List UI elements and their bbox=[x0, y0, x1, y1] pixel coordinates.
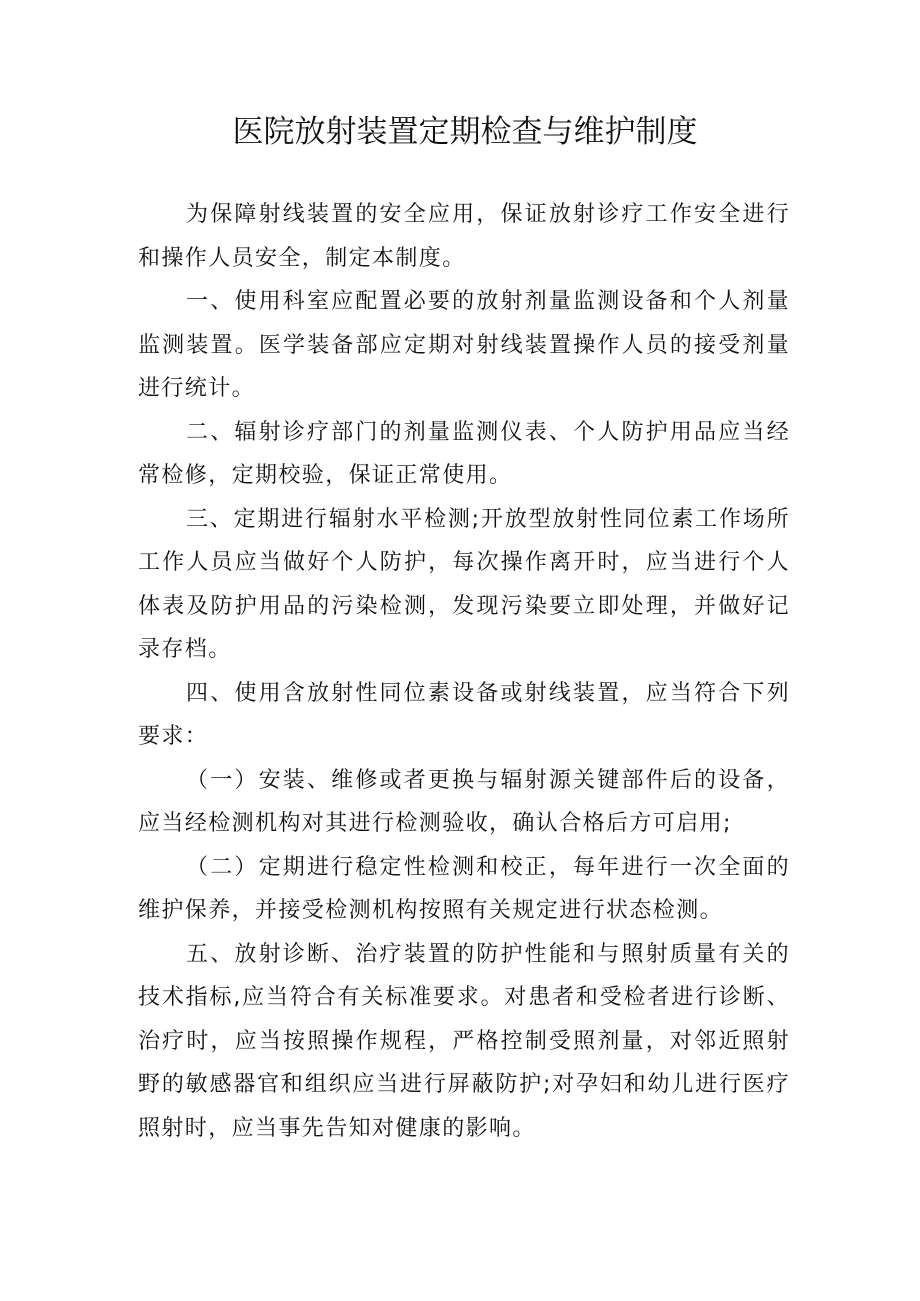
paragraph-clause-5: 五、放射诊断、治疗装置的防护性能和与照射质量有关的技术指标,应当符合有关标准要求。对患者和受检者进行诊断、治疗时，应当按照操作规程，严格控制受照剂量，对邻近照射野的敏感器官和组织应当进行屏蔽防护;对孕妇和幼儿进行医疗照射时，应当事先告知对健康的影响。 bbox=[138, 941, 790, 1141]
paragraph-clause-1: 一、使用科室应配置必要的放射剂量监测设备和个人剂量监测装置。医学装备部应定期对射线装置操作人员的接受剂量进行统计。 bbox=[138, 289, 790, 401]
document-body bbox=[138, 193, 790, 1150]
paragraph-clause-4-item-1: （一）安装、维修或者更换与辐射源关键部件后的设备，应当经检测机构对其进行检测验收，确认合格后方可启用; bbox=[138, 767, 790, 836]
document-title: 医院放射装置定期检查与维护制度 bbox=[232, 114, 698, 150]
paragraph-clause-4: 四、使用含放射性同位素设备或射线装置，应当符合下列要求： bbox=[138, 680, 790, 749]
paragraph-clause-3: 三、定期进行辐射水平检测;开放型放射性同位素工作场所工作人员应当做好个人防护，每次操作离开时，应当进行个人体表及防护用品的污染检测，发现污染要立即处理，并做好记录存档。 bbox=[138, 506, 790, 662]
paragraph-clause-2: 二、辐射诊疗部门的剂量监测仪表、个人防护用品应当经常检修，定期校验，保证正常使用。 bbox=[138, 419, 790, 488]
paragraph-intro: 为保障射线装置的安全应用，保证放射诊疗工作安全进行和操作人员安全，制定本制度。 bbox=[138, 202, 790, 271]
paragraph-clause-4-item-2: （二）定期进行稳定性检测和校正，每年进行一次全面的维护保养，并接受检测机构按照有关规定进行状态检测。 bbox=[138, 854, 790, 923]
